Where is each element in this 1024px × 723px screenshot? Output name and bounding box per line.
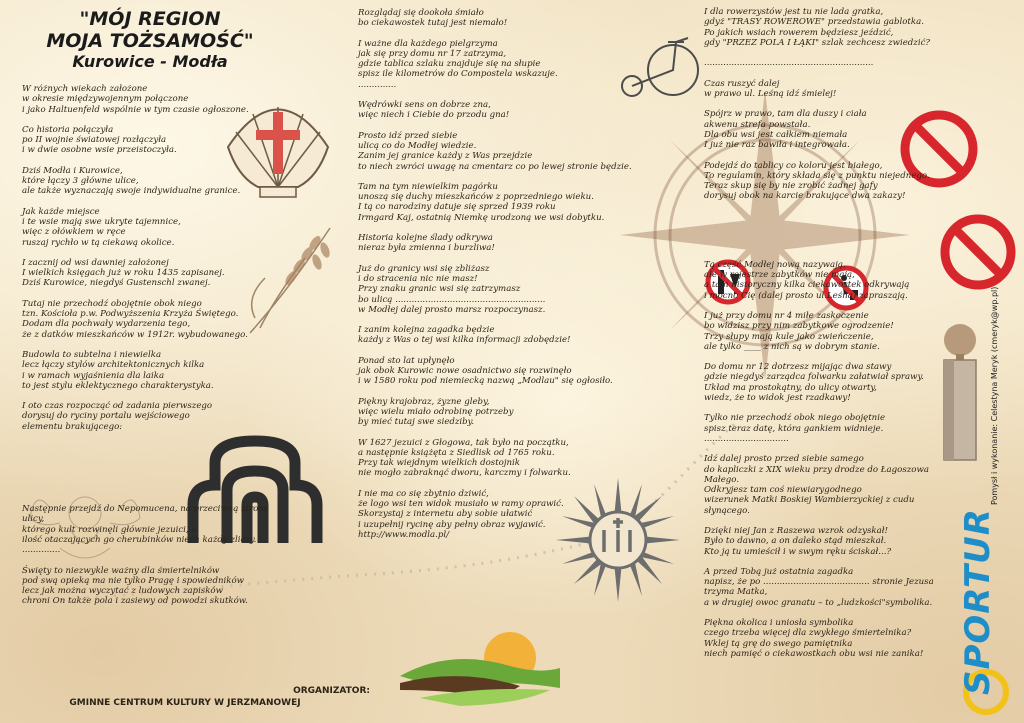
verse: I ważne dla każdego pielgrzyma jak się przy domu nr 17 zatrzyma, gdzie tablica szlaku znajduje się na słupie spisz ile kilometrów do Compostela wskazuje. .............. bbox=[358, 38, 558, 90]
text-column-3 bbox=[704, 7, 949, 669]
verse: I zanim kolejna zagadka będzie każdy z Was o tej wsi kilka informacji zdobędzie! bbox=[358, 325, 571, 346]
verse: Idź dalej prosto przed siebie samego do kapliczki z XIX wieku przy drodze do Łagoszowa Małego. Odkryjesz tam coś niewiarygodnego wizerunek Matki Boskiej Wambierzyckiej z cudu słynącego. bbox=[704, 454, 929, 516]
author-credit: Pomysł i wykonanie: Celestyna Meryk (cmeryk@wp.pl) bbox=[990, 286, 999, 505]
text-column-2 bbox=[358, 8, 658, 550]
verse: I nie ma co się zbytnio dziwić, że logo wsi ten widok musiało w ramy oprawić. Skorzystaj z internetu aby sobie ułatwić i uzupełnij rycinę aby pełny obraz wyjawić. http://www.modla.pl/ bbox=[358, 488, 564, 540]
organizer-label: ORGANIZATOR: bbox=[293, 686, 370, 696]
verse: Dziś Modła i Kurowice, które łączy 3 główne ulice, ale także wyznaczają swoje indywidualne granice. bbox=[22, 165, 241, 197]
verse: Co historia połączyła po II wojnie światowej rozłączyła i w dwie osobne wsie przeistoczyła. bbox=[22, 124, 177, 156]
verse: Rozglądaj się dookoła śmiało bo ciekawostek tutaj jest niemało! bbox=[358, 8, 508, 29]
verse: I zacznij od wsi dawniej założonej I wielkich księgach już w roku 1435 zapisanej. Dziś Kurowice, niegdyś Gustenschl zwanej. bbox=[22, 257, 225, 289]
verse: Dzięki niej Jan z Raszewa wzrok odzyskał! Było to dawno, a on daleko stąd mieszkał. Kto ją tu umieścił i w swym ręku ściskał...? bbox=[704, 525, 892, 557]
verse: Piękna okolica i uniosła symbolika czego trzeba więcej dla zwykłego śmiertelnika? Wklej tą grę do swego pamiętnika niech pamięć o ciekawostkach obu wsi nie zanika! bbox=[704, 618, 924, 659]
verse: I już przy domu nr 4 miłe zaskoczenie bo widzisz przy nim zabytkowe ogrodzenie! Trzy słupy mają kule jako zwieńczenie, ale tylko ____ z nich są w dobrym stanie. bbox=[704, 310, 894, 352]
verse: Budowla to subtelna i niewielka lecz łączy stylów architektonicznych kilka i w ramach wyjaśnienia dla laika to jest stylu eklektycznego charakterystyka. bbox=[22, 349, 214, 391]
page-title-line2: MOJA TOŻSAMOŚĆ" bbox=[46, 30, 254, 52]
modla-logo-icon bbox=[400, 628, 560, 708]
verse: Do domu nr 12 dotrzesz mijając dwa stawy gdzie niegdyś zarządca folwarku załatwiał sprawy. Układ ma prostokątny, do ulicy otwarty, wiedz, że to widok jest rzadkawy! bbox=[704, 362, 924, 404]
verse: Ponad sto lat upłynęło jak obok Kurowic nowe osadnictwo się rozwinęło i w 1580 roku pod niemiecką nazwą „Modlau" się ogłosiło. bbox=[358, 355, 613, 387]
text-column-1 bbox=[22, 84, 292, 617]
verse: A przed Tobą już ostatnia zagadka napisz, że po ....................................... stronie Jezusa trzyma Matka, a w drugiej owoc granatu – to „ludzkości"symbolika. bbox=[704, 566, 934, 608]
prohibition-sign-icon bbox=[938, 212, 1018, 292]
verse: Podejdź do tablicy co koloru jest białego, To regulamin, który składa się z punktu niejednego. Teraz skup się by nie zrobić żadnej gafy dorysuj obok na karcie brakujące dwa zakazy! bbox=[704, 160, 930, 202]
verse: Tą część Modłej nową nazywają, ale w rejestrze zabytków nie mają, a tam historyczny kilka ciekawostek odkrywają i mocno Cię (dalej prosto ul.Leśną) zapraszają. bbox=[704, 259, 910, 301]
verse: Wędrówki sens on dobrze zna, więc niech i Ciebie do przodu gna! bbox=[358, 100, 510, 121]
page-title-line1: "MÓJ REGION bbox=[79, 8, 221, 30]
verse: W 1627 jezuici z Głogowa, tak było na początku, a następnie książęta z Siedlisk od 1765 roku. Przy tak wiejdnym wielkich dostojnik nie mogło zabraknąć dworu, karczmy i folwarku. bbox=[358, 437, 571, 479]
verse: Czas ruszyć dalej w prawo ul. Leśną idź śmielej! bbox=[704, 78, 837, 100]
verse: W różnych wiekach założone w okresie międzywojennym połączone i jako Haltuenfeld wspólnie w tym czasie ogłoszone. bbox=[22, 84, 249, 115]
verse: Tylko nie przechodź obok niego obojętnie spisz teraz datę, która gankiem widnieje. ............................... bbox=[704, 413, 886, 444]
verse: Piękny krajobraz, żyzne gleby, więc wielu miało odrobinę potrzeby by mieć tutaj swe siedziby. bbox=[358, 396, 514, 428]
organizer-name: GMINNE CENTRUM KULTURY W JERZMANOWEJ bbox=[69, 698, 301, 708]
verse: Prosto idź przed siebie ulicą co do Modłej wiedzie. Zanim jej granice każdy z Was przejdzie to niech zwróci uwagę na cmentarz co po lewej stronie będzie. bbox=[358, 130, 632, 172]
page-subtitle: Kurowice - Modła bbox=[72, 52, 228, 71]
verse: Następnie przejdź do Nepomucena, na przeciwną stronę ulicy, którego kult rozwinęli głównie jezuici, a ilość otaczających go cherubinków niech każdy zliczy. .............. bbox=[22, 504, 269, 556]
verse: Historia kolejne ślady odkrywa nieraz była zmienna i burzliwa! bbox=[358, 233, 495, 254]
verse: Jak każde miejsce i te wsie mają swe ukryte tajemnice, więc z ołówkiem w ręce ruszaj rychło w tą ciekawą okolice. bbox=[22, 206, 181, 248]
verse: Tutaj nie przechodź obojętnie obok niego tzn. Kościoła p.w. Podwyższenia Krzyża Świętego. Dodam dla pochwały wydarzenia tego, że z datków mieszkańców w 1912r. wybudowanego. bbox=[22, 298, 248, 340]
verse: Tam na tym niewielkim pagórku unoszą się duchy mieszkańców z poprzedniego wieku. I tą co narodziny datuje się sprzed 1939 roku Irmgard Kaj, ostatnią Niemkę urodzoną we wsi dobytku. bbox=[358, 181, 605, 223]
verse: Święty to niezwykle ważny dla śmiertelników pod swą opieką ma nie tylko Pragę i spowiedników lecz jak można wyczytać z ludowych zapisków chroni On także pola i zasiewy od powodzi skutków. bbox=[22, 565, 248, 607]
verse: Już do granicy wsi się zbliżasz i do stracenia nic nie masz! Przy znaku granic wsi się zatrzymasz bo ulicą ....................................................... w Modłej dalej prosto marsz rozpoczynasz. bbox=[358, 263, 546, 315]
verse: I oto czas rozpocząć od zadania pierwszego dorysuj do ryciny portalu wejściowego elementu brakującego: bbox=[22, 401, 213, 432]
verse: I dla rowerzystów jest tu nie lada gratka, gdyż "TRASY ROWEROWE" przedstawia gablotka. Po jakich wsiach rowerem będziesz jeździć, gdy "PRZEZ POLA I ŁĄKI" szlak zechcesz zwiedzić? .............................................................. bbox=[704, 7, 930, 69]
brand-logo-text: SPORTUR bbox=[958, 508, 998, 695]
verse: Spójrz w prawo, tam dla duszy i ciała akwenu strefa powstała. Dla obu wsi jest całkiem niemała I już nie raz bawiła i integrowała. bbox=[704, 109, 867, 151]
